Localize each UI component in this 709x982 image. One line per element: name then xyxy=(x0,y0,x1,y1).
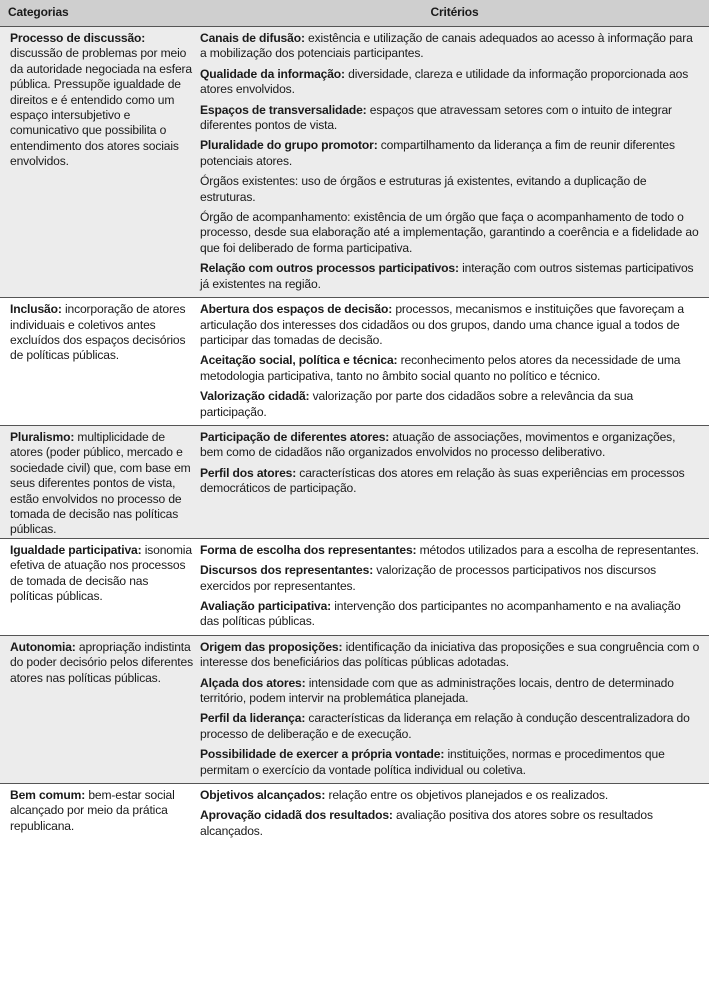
criterion-description: valorização por parte dos cidadãos sobre a relevância da sua participação. xyxy=(200,389,634,419)
category-cell xyxy=(0,425,200,538)
criteria-cell xyxy=(200,784,709,845)
criterion-title: Valorização cidadã: xyxy=(200,389,310,404)
criterion-description: espaços que atravessam setores com o intuito de integrar diferentes pontos de vista. xyxy=(200,102,672,133)
criterion-title: Aceitação social, política e técnica: xyxy=(200,353,398,368)
category-description: incorporação de atores individuais e coletivos antes excluídos dos espaços decisórios de políticas públicas. xyxy=(10,302,186,363)
criterion-title: Pluralidade do grupo promotor: xyxy=(200,138,378,153)
criterion-description: intervenção dos participantes no acompanhamento e na avaliação das políticas públicas. xyxy=(200,599,681,629)
category-cell xyxy=(0,538,200,635)
criterion-title: Espaços de transversalidade: xyxy=(200,102,367,117)
criterion-title: Aprovação cidadã dos resultados: xyxy=(200,808,393,823)
criterion-item xyxy=(200,302,701,353)
criterion-item xyxy=(200,389,701,425)
criterion-title: Abertura dos espaços de decisão: xyxy=(200,302,393,317)
criteria-cell xyxy=(200,635,709,783)
category-description: discussão de problemas por meio da autoridade negociada na esfera pública. Pressupõe igualdade de direitos e é entendido como um espaço intersubjetivo e comunicativo que possibilita o entendimento dos atores sociais envolvidos. xyxy=(10,46,192,169)
criterion-title: Alçada dos atores: xyxy=(200,675,306,690)
criterion-description: existência e utilização de canais adequados ao acesso à informação para a mobilização dos potenciais participantes. xyxy=(200,31,693,61)
criterion-description: características da liderança em relação à condução descentralizadora do processo de deliberação e de execução. xyxy=(200,711,690,741)
criterion-item xyxy=(200,138,701,174)
criterion-item xyxy=(200,676,701,712)
category-description: isonomia efetiva de atuação nos processos de tomada de decisão nas políticas públicas. xyxy=(10,542,192,603)
criterion-description: intensidade com que as administrações locais, dentro de determinado território, podem intervir na problemática planejada. xyxy=(200,675,674,706)
criterion-item xyxy=(200,466,701,502)
criterion-item xyxy=(200,103,701,139)
criterion-title: Discursos dos representantes: xyxy=(200,563,374,578)
category-cell xyxy=(0,784,200,845)
table-row-autonomia xyxy=(0,635,709,783)
criterion-title: Avaliação participativa: xyxy=(200,599,332,613)
criterion-title: Forma de escolha dos representantes: xyxy=(200,542,417,557)
category-cell xyxy=(0,27,200,298)
table-row-pluralismo xyxy=(0,425,709,538)
criteria-cell xyxy=(200,298,709,426)
criterion-description: métodos utilizados para a escolha de representantes. xyxy=(416,542,699,557)
criterion-title: Perfil dos atores: xyxy=(200,465,297,480)
category-title: Inclusão: xyxy=(10,302,62,317)
criterion-description: valorização de processos participativos nos discursos exercidos por representantes. xyxy=(200,563,657,593)
criterion-description: interação com outros sistemas participativos já existentes na região. xyxy=(200,261,694,291)
criterion-description: instituições, normas e procedimentos que permitam o exercício da vontade política individual ou coletiva. xyxy=(200,747,665,777)
criterion-description: Órgãos existentes: uso de órgãos e estruturas já existentes, evitando a duplicação de estruturas. xyxy=(200,174,647,204)
category-description: multiplicidade de atores (poder público, mercado e sociedade civil) que, com base em seus diferentes pontos de vista, estão envolvidos no processo de tomada de decisão nas políticas públicas. xyxy=(10,429,191,537)
criterion-title: Possibilidade de exercer a própria vontade: xyxy=(200,747,445,762)
criterion-description: relação entre os objetivos planejados e os realizados. xyxy=(325,788,609,803)
criterion-item xyxy=(200,747,701,783)
criterion-title: Relação com outros processos participativos: xyxy=(200,261,459,276)
criterion-description: processos, mecanismos e instituições que favoreçam a articulação dos interesses dos cidadãos ou dos grupos, dando uma chance igual a todos de participar das tomadas de decisão. xyxy=(200,302,684,347)
header-criterios: Critérios xyxy=(200,0,709,27)
table-row-igualdade-participativa xyxy=(0,538,709,635)
criterion-title: Objetivos alcançados: xyxy=(200,788,326,803)
category-title: Processo de discussão: xyxy=(10,31,146,45)
criterion-description: compartilhamento da liderança a fim de reunir diferentes potenciais atores. xyxy=(200,138,675,168)
criterion-item xyxy=(200,430,701,466)
table-row-inclusao xyxy=(0,298,709,426)
criterion-item xyxy=(200,599,701,635)
category-description: bem-estar social alcançado por meio da prática republicana. xyxy=(10,788,175,833)
criteria-cell xyxy=(200,27,709,298)
criterion-description: características dos atores em relação às suas experiências em processos democráticos de participação. xyxy=(200,465,685,496)
criterion-description: atuação de associações, movimentos e organizações, bem como de cidadãos não organizados envolvidos no processo deliberativo. xyxy=(200,429,676,460)
criterion-description: diversidade, clareza e utilidade da informação proporcionada aos atores envolvidos. xyxy=(200,66,689,97)
criterion-item xyxy=(200,174,701,210)
criterion-item xyxy=(200,808,701,844)
category-title: Autonomia: xyxy=(10,639,76,654)
category-title: Bem comum: xyxy=(10,788,86,803)
criterion-title: Participação de diferentes atores: xyxy=(200,429,390,444)
criterion-title: Perfil da liderança: xyxy=(200,711,306,726)
criterion-item xyxy=(200,563,701,599)
criterion-item xyxy=(200,261,701,297)
header-categorias: Categorias xyxy=(0,0,200,27)
criterion-description: Órgão de acompanhamento: existência de um órgão que faça o acompanhamento de todo o processo, desde sua elaboração até a implementação, garantindo a coerência e a fidelidade ao que foi deliberado de forma participativa. xyxy=(200,210,699,255)
criterion-title: Origem das proposições: xyxy=(200,639,343,654)
criteria-cell xyxy=(200,425,709,538)
table-header-row xyxy=(0,0,709,27)
criterion-item xyxy=(200,543,701,563)
criterion-item xyxy=(200,210,701,261)
category-description: apropriação indistinta do poder decisório pelos diferentes atores nas políticas públicas. xyxy=(10,639,193,685)
criterion-item xyxy=(200,788,701,808)
criterion-item xyxy=(200,67,701,103)
criteria-cell xyxy=(200,538,709,635)
criterion-description: reconhecimento pelos atores da necessidade de uma metodologia participativa, tanto no âmbito social quanto no político e técnico. xyxy=(200,353,681,383)
category-title: Igualdade participativa: xyxy=(10,542,142,557)
criterion-description: identificação da iniciativa das proposições e sua congruência com o interesse dos beneficiários das políticas públicas adotadas. xyxy=(200,639,700,670)
category-cell xyxy=(0,298,200,426)
criterion-item xyxy=(200,640,701,676)
criterion-item xyxy=(200,31,701,67)
criterion-item xyxy=(200,353,701,389)
category-title: Pluralismo: xyxy=(10,429,75,444)
table-row-bem-comum xyxy=(0,784,709,845)
table-row-processo-discussao xyxy=(0,27,709,298)
category-cell xyxy=(0,635,200,783)
criterion-item xyxy=(200,711,701,747)
criterion-title: Canais de difusão: xyxy=(200,31,305,45)
criterion-title: Qualidade da informação: xyxy=(200,66,345,81)
criterion-description: avaliação positiva dos atores sobre os resultados alcançados. xyxy=(200,808,653,838)
